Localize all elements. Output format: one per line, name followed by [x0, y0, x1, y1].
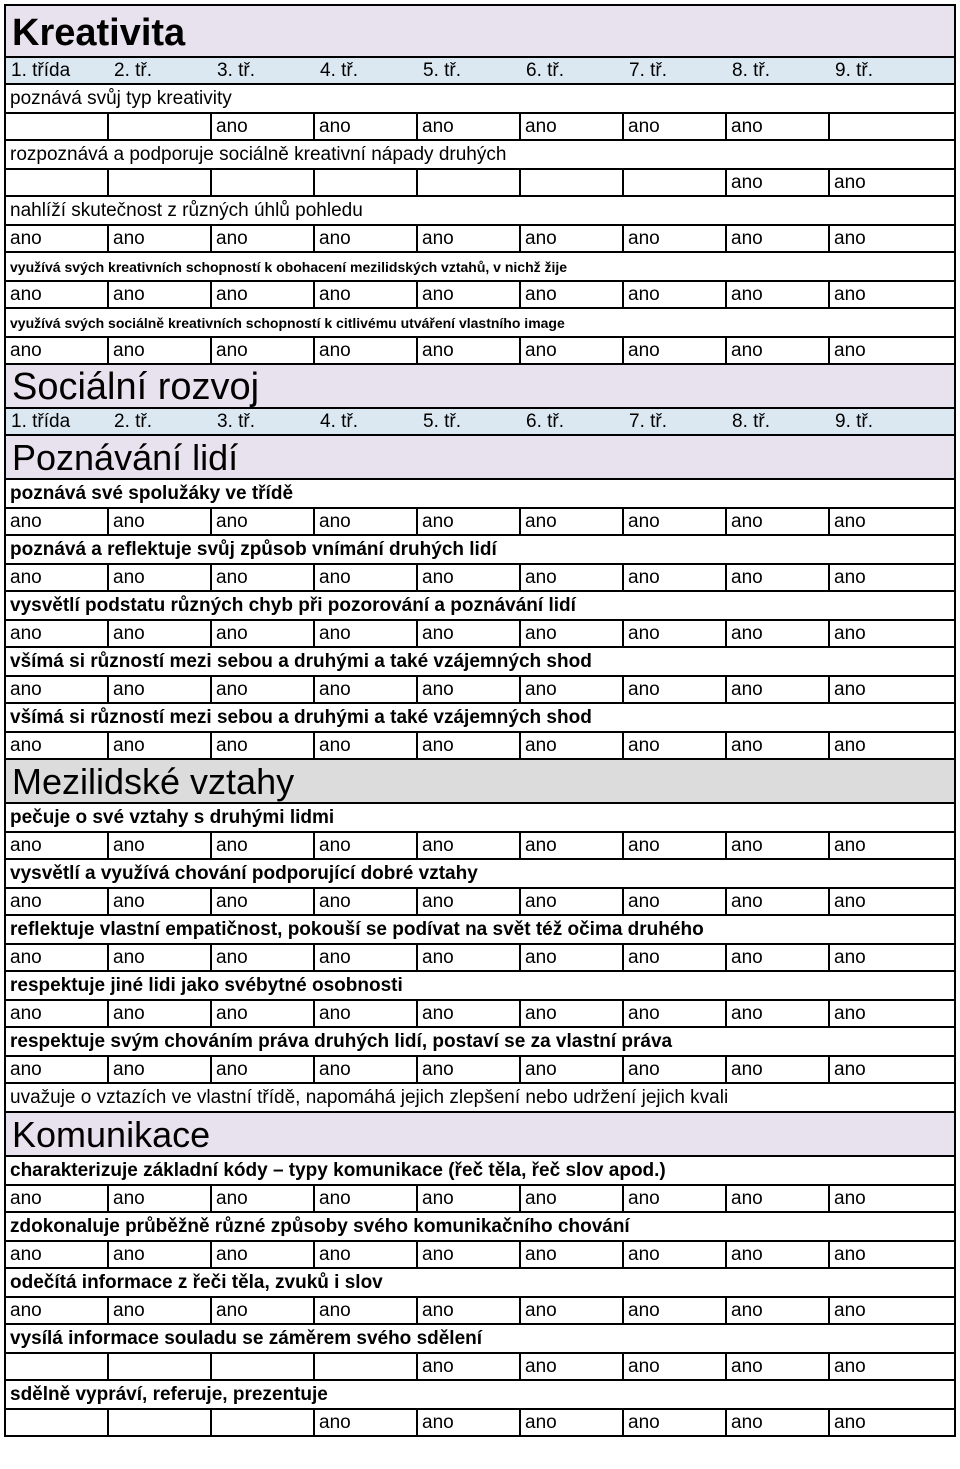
value-cell: ano: [418, 1354, 521, 1379]
values-row: [4, 1298, 956, 1325]
value-cell: ano: [521, 338, 624, 363]
value-cell: ano: [521, 114, 624, 139]
grade-label: 8. tř.: [732, 60, 771, 81]
value-cell: ano: [727, 338, 830, 363]
value-cell: ano: [624, 1057, 727, 1082]
value-cell: ano: [727, 1242, 830, 1267]
value-cell: ano: [521, 1001, 624, 1026]
section-komunikace: [4, 1157, 956, 1437]
value-cell: ano: [418, 1186, 521, 1211]
value-cell: ano: [834, 1003, 866, 1024]
value-cell: ano: [315, 282, 418, 307]
value-cell: ano: [212, 1186, 315, 1211]
values-row: [4, 1186, 956, 1213]
value-cell: ano: [315, 1057, 418, 1082]
value-cell: ano: [315, 677, 418, 702]
value-cell: ano: [109, 621, 212, 646]
grade-label: 9. tř.: [835, 60, 874, 81]
value-cell: ano: [727, 1298, 830, 1323]
criterion-label: respektuje jiné lidi jako svébytné osobnosti: [4, 972, 956, 1001]
value-cell: [6, 114, 109, 139]
value-cell: ano: [418, 338, 521, 363]
values-row: [4, 1057, 956, 1084]
value-cell: ano: [521, 226, 624, 251]
value-cell: ano: [521, 509, 624, 534]
value-cell: ano: [727, 1001, 830, 1026]
value-cell: ano: [315, 1001, 418, 1026]
value-cell: ano: [521, 565, 624, 590]
value-cell: ano: [727, 945, 830, 970]
values-row: [4, 226, 956, 253]
value-cell: ano: [315, 833, 418, 858]
criterion-label: odečítá informace z řeči těla, zvuků i slov: [4, 1269, 956, 1298]
value-cell: ano: [6, 945, 109, 970]
grade-header: [4, 58, 956, 85]
value-cell: ano: [315, 621, 418, 646]
value-cell: ano: [727, 1057, 830, 1082]
criterion-label: všímá si růzností mezi sebou a druhými a také vzájemných shod: [4, 648, 956, 677]
value-cell: ano: [727, 509, 830, 534]
values-row: [4, 677, 956, 704]
value-cell: ano: [521, 889, 624, 914]
value-cell: ano: [109, 509, 212, 534]
values-row: [4, 1354, 956, 1381]
grade-label: 1. třída: [11, 411, 71, 432]
values-row: [4, 833, 956, 860]
competency-table: [4, 4, 956, 1437]
value-cell: [418, 170, 521, 195]
value-cell: ano: [727, 282, 830, 307]
values-row: [4, 889, 956, 916]
value-cell: ano: [834, 947, 866, 968]
value-cell: ano: [109, 1298, 212, 1323]
value-cell: ano: [624, 1298, 727, 1323]
value-cell: ano: [418, 114, 521, 139]
value-cell: ano: [834, 567, 866, 588]
criterion-label: poznává své spolužáky ve třídě: [4, 480, 956, 509]
value-cell: ano: [834, 1356, 866, 1377]
value-cell: ano: [521, 621, 624, 646]
value-cell: ano: [6, 1298, 109, 1323]
value-cell: ano: [212, 1242, 315, 1267]
section-title-mezilidske-vztahy: Mezilidské vztahy: [4, 760, 956, 804]
value-cell: ano: [834, 228, 866, 249]
value-cell: ano: [624, 509, 727, 534]
value-cell: [212, 170, 315, 195]
value-cell: ano: [109, 945, 212, 970]
section-title-socialni-rozvoj: Sociální rozvoj: [4, 365, 956, 409]
value-cell: ano: [212, 565, 315, 590]
value-cell: ano: [109, 733, 212, 758]
values-row: [4, 565, 956, 592]
section-poznavani-lidi: [4, 480, 956, 760]
values-row: [4, 621, 956, 648]
value-cell: ano: [212, 677, 315, 702]
value-cell: [109, 170, 212, 195]
value-cell: ano: [624, 889, 727, 914]
value-cell: ano: [315, 1298, 418, 1323]
value-cell: ano: [624, 1410, 727, 1435]
value-cell: ano: [418, 282, 521, 307]
value-cell: ano: [624, 733, 727, 758]
value-cell: ano: [834, 340, 866, 361]
value-cell: ano: [834, 284, 866, 305]
value-cell: ano: [109, 677, 212, 702]
values-row: [4, 282, 956, 309]
value-cell: [6, 1354, 109, 1379]
criterion-label: rozpoznává a podporuje sociálně kreativní nápady druhých: [4, 141, 956, 170]
value-cell: ano: [6, 677, 109, 702]
value-cell: ano: [418, 1242, 521, 1267]
value-cell: ano: [521, 1410, 624, 1435]
value-cell: ano: [418, 1057, 521, 1082]
value-cell: ano: [212, 733, 315, 758]
value-cell: ano: [727, 833, 830, 858]
values-row: [4, 509, 956, 536]
criterion-label: poznává svůj typ kreativity: [4, 85, 956, 114]
value-cell: ano: [727, 889, 830, 914]
criterion-label: charakterizuje základní kódy – typy komunikace (řeč těla, řeč slov apod.): [4, 1157, 956, 1186]
value-cell: ano: [6, 565, 109, 590]
value-cell: ano: [624, 945, 727, 970]
value-cell: ano: [834, 891, 866, 912]
grade-label: 2. tř.: [114, 60, 153, 81]
value-cell: ano: [624, 1186, 727, 1211]
value-cell: ano: [521, 1242, 624, 1267]
value-cell: ano: [212, 945, 315, 970]
values-row: [4, 114, 956, 141]
value-cell: ano: [521, 1354, 624, 1379]
criterion-label: reflektuje vlastní empatičnost, pokouší se podívat na svět též očima druhého: [4, 916, 956, 945]
grade-label: 7. tř.: [629, 60, 668, 81]
grade-label: 3. tř.: [217, 411, 256, 432]
values-row: [4, 170, 956, 197]
grade-label: 6. tř.: [526, 60, 565, 81]
value-cell: ano: [212, 1001, 315, 1026]
value-cell: ano: [315, 1242, 418, 1267]
value-cell: ano: [6, 338, 109, 363]
grade-label: 5. tř.: [423, 411, 462, 432]
value-cell: ano: [212, 889, 315, 914]
value-cell: ano: [834, 1188, 866, 1209]
section-title-poznavani-lidi: Poznávání lidí: [4, 436, 956, 480]
value-cell: ano: [418, 677, 521, 702]
value-cell: ano: [521, 945, 624, 970]
value-cell: ano: [418, 621, 521, 646]
value-cell: ano: [727, 565, 830, 590]
value-cell: ano: [834, 1412, 866, 1433]
value-cell: ano: [521, 1186, 624, 1211]
value-cell: ano: [727, 170, 830, 195]
criterion-label: všímá si růzností mezi sebou a druhými a také vzájemných shod: [4, 704, 956, 733]
grade-header: [4, 409, 956, 436]
value-cell: ano: [834, 511, 866, 532]
criterion-label: poznává a reflektuje svůj způsob vnímání druhých lidí: [4, 536, 956, 565]
value-cell: ano: [109, 1242, 212, 1267]
value-cell: ano: [727, 1354, 830, 1379]
value-cell: [109, 1354, 212, 1379]
value-cell: ano: [727, 677, 830, 702]
value-cell: ano: [6, 282, 109, 307]
criterion-label: nahlíží skutečnost z různých úhlů pohledu: [4, 197, 956, 226]
criterion-label: vysvětlí podstatu různých chyb při pozorování a poznávání lidí: [4, 592, 956, 621]
value-cell: ano: [624, 226, 727, 251]
value-cell: ano: [727, 733, 830, 758]
grade-label: 6. tř.: [526, 411, 565, 432]
value-cell: ano: [521, 1057, 624, 1082]
value-cell: ano: [6, 1001, 109, 1026]
value-cell: ano: [315, 509, 418, 534]
value-cell: ano: [315, 889, 418, 914]
value-cell: ano: [109, 226, 212, 251]
value-cell: [212, 1354, 315, 1379]
grade-label: 7. tř.: [629, 411, 668, 432]
section-title-kreativita: Kreativita: [4, 4, 956, 58]
value-cell: ano: [727, 1410, 830, 1435]
value-cell: ano: [834, 735, 866, 756]
value-cell: ano: [727, 1186, 830, 1211]
value-cell: ano: [6, 833, 109, 858]
value-cell: ano: [6, 1057, 109, 1082]
value-cell: ano: [315, 565, 418, 590]
values-row: [4, 1410, 956, 1437]
value-cell: ano: [418, 1410, 521, 1435]
value-cell: ano: [418, 1001, 521, 1026]
value-cell: ano: [6, 1186, 109, 1211]
criterion-label: vysvětlí a využívá chování podporující dobré vztahy: [4, 860, 956, 889]
value-cell: ano: [212, 282, 315, 307]
value-cell: ano: [624, 1354, 727, 1379]
value-cell: ano: [834, 679, 866, 700]
value-cell: ano: [6, 226, 109, 251]
value-cell: ano: [834, 1059, 866, 1080]
value-cell: ano: [624, 621, 727, 646]
value-cell: ano: [418, 1298, 521, 1323]
value-cell: ano: [624, 833, 727, 858]
value-cell: ano: [418, 945, 521, 970]
value-cell: ano: [109, 1186, 212, 1211]
value-cell: ano: [418, 565, 521, 590]
value-cell: ano: [521, 282, 624, 307]
value-cell: ano: [834, 172, 866, 193]
criterion-label: využívá svých sociálně kreativních schopností k citlivému utváření vlastního image: [4, 309, 956, 338]
grade-label: 4. tř.: [320, 60, 359, 81]
value-cell: ano: [624, 1242, 727, 1267]
value-cell: ano: [109, 833, 212, 858]
grade-label: 3. tř.: [217, 60, 256, 81]
value-cell: ano: [6, 509, 109, 534]
value-cell: ano: [834, 1244, 866, 1265]
criterion-label: respektuje svým chováním práva druhých lidí, postaví se za vlastní práva: [4, 1028, 956, 1057]
criterion-label: pečuje o své vztahy s druhými lidmi: [4, 804, 956, 833]
value-cell: [521, 170, 624, 195]
criterion-label: vysílá informace souladu se záměrem svého sdělení: [4, 1325, 956, 1354]
values-row: [4, 338, 956, 365]
value-cell: [109, 114, 212, 139]
value-cell: [212, 1410, 315, 1435]
grade-label: 9. tř.: [835, 411, 874, 432]
value-cell: ano: [109, 565, 212, 590]
section-mezilidske-vztahy: [4, 804, 956, 1084]
value-cell: ano: [315, 733, 418, 758]
value-cell: ano: [109, 282, 212, 307]
value-cell: ano: [212, 1057, 315, 1082]
grade-label: 5. tř.: [423, 60, 462, 81]
value-cell: ano: [624, 1001, 727, 1026]
value-cell: [315, 170, 418, 195]
value-cell: ano: [521, 833, 624, 858]
value-cell: ano: [212, 509, 315, 534]
value-cell: ano: [109, 1057, 212, 1082]
section-kreativita: [4, 85, 956, 365]
grade-label: 2. tř.: [114, 411, 153, 432]
value-cell: ano: [624, 114, 727, 139]
grade-label: 8. tř.: [732, 411, 771, 432]
value-cell: [624, 170, 727, 195]
grade-label: 1. třída: [11, 60, 71, 81]
section-title-komunikace: Komunikace: [4, 1113, 956, 1157]
criterion-label: využívá svých kreativních schopností k obohacení mezilidských vztahů, v nichž žije: [4, 253, 956, 282]
value-cell: ano: [315, 1410, 418, 1435]
value-cell: ano: [727, 226, 830, 251]
value-cell: ano: [6, 1242, 109, 1267]
value-cell: ano: [624, 338, 727, 363]
value-cell: ano: [727, 114, 830, 139]
value-cell: [830, 114, 948, 139]
criterion-label: sdělně vypráví, referuje, prezentuje: [4, 1381, 956, 1410]
value-cell: ano: [315, 1186, 418, 1211]
value-cell: ano: [315, 114, 418, 139]
value-cell: ano: [315, 338, 418, 363]
values-row: [4, 733, 956, 760]
values-row: [4, 945, 956, 972]
values-row: [4, 1242, 956, 1269]
value-cell: ano: [212, 338, 315, 363]
value-cell: ano: [109, 889, 212, 914]
value-cell: ano: [315, 226, 418, 251]
value-cell: ano: [834, 623, 866, 644]
value-cell: ano: [624, 677, 727, 702]
value-cell: ano: [212, 621, 315, 646]
value-cell: [6, 170, 109, 195]
value-cell: ano: [418, 509, 521, 534]
value-cell: [109, 1410, 212, 1435]
value-cell: ano: [521, 677, 624, 702]
values-row: [4, 1001, 956, 1028]
criterion-label: uvažuje o vztazích ve vlastní třídě, napomáhá jejich zlepšení nebo udržení jejich kvali: [4, 1084, 956, 1113]
value-cell: ano: [624, 282, 727, 307]
value-cell: ano: [834, 1300, 866, 1321]
value-cell: ano: [212, 833, 315, 858]
value-cell: ano: [6, 621, 109, 646]
value-cell: ano: [727, 621, 830, 646]
value-cell: ano: [418, 226, 521, 251]
value-cell: ano: [6, 733, 109, 758]
criterion-label: zdokonaluje průběžně různé způsoby svého komunikačního chování: [4, 1213, 956, 1242]
value-cell: ano: [109, 1001, 212, 1026]
value-cell: ano: [834, 835, 866, 856]
value-cell: ano: [418, 889, 521, 914]
value-cell: ano: [212, 114, 315, 139]
value-cell: ano: [521, 1298, 624, 1323]
value-cell: ano: [418, 833, 521, 858]
value-cell: [6, 1410, 109, 1435]
value-cell: ano: [418, 733, 521, 758]
value-cell: [315, 1354, 418, 1379]
value-cell: ano: [109, 338, 212, 363]
value-cell: ano: [212, 226, 315, 251]
value-cell: ano: [6, 889, 109, 914]
value-cell: ano: [521, 733, 624, 758]
grade-label: 4. tř.: [320, 411, 359, 432]
value-cell: ano: [624, 565, 727, 590]
value-cell: ano: [212, 1298, 315, 1323]
value-cell: ano: [315, 945, 418, 970]
